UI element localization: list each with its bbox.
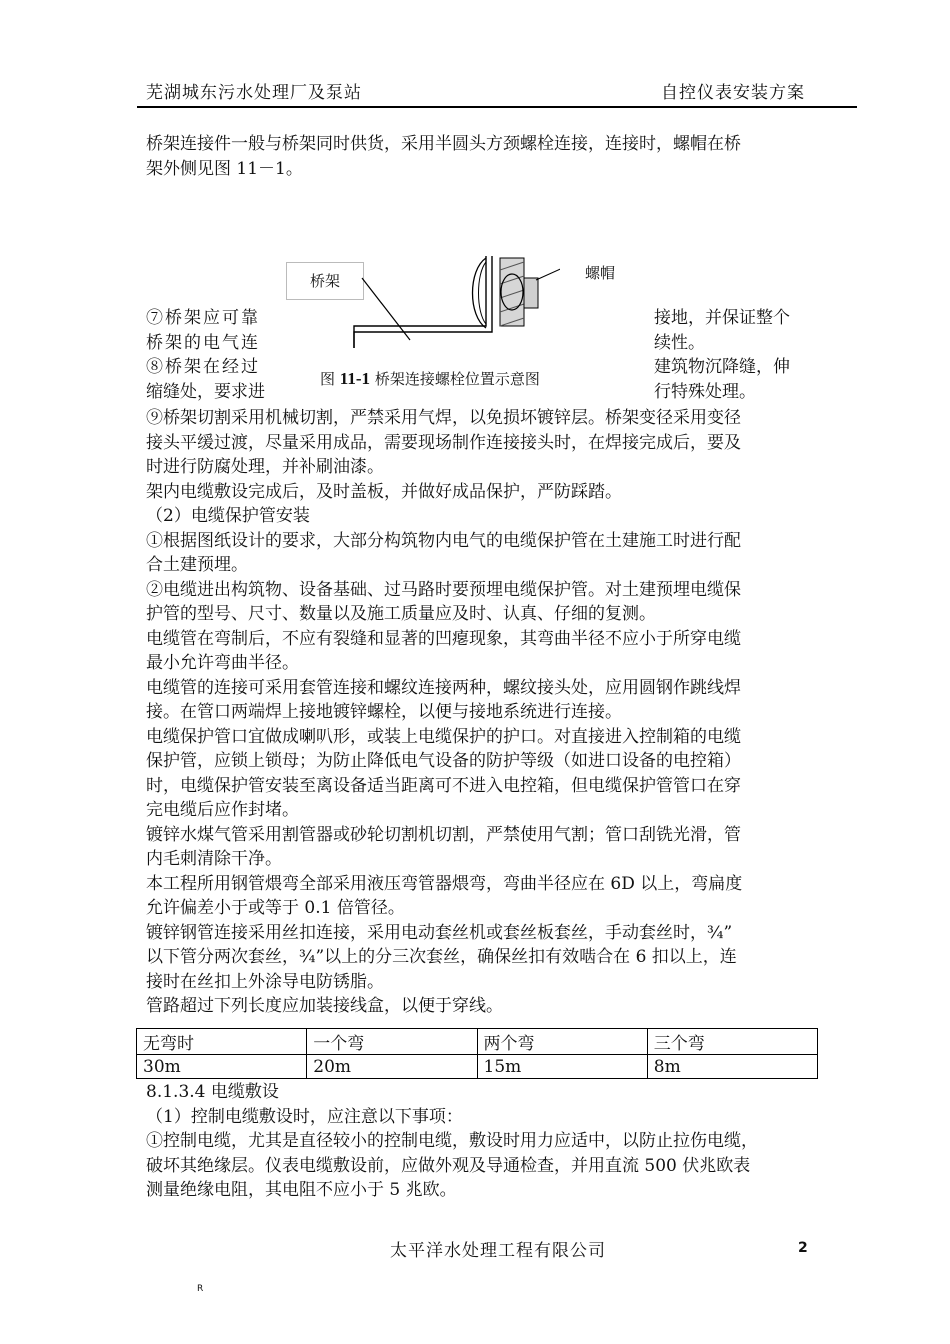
text-line: 续性。 [654, 332, 705, 353]
intro-paragraph [146, 132, 810, 181]
table-cell: 两个弯 [477, 1029, 647, 1055]
tray-bolt-diagram [340, 240, 560, 360]
text-line: 建筑物沉降缝，伸 [654, 357, 790, 377]
caption-prefix: 图 [320, 370, 336, 388]
text-line: 架外侧见图 11－1。 [146, 158, 303, 179]
page-number: 2 [798, 1240, 808, 1256]
header-project-name: 芜湖城东污水处理厂及泵站 [146, 83, 362, 103]
text-line: 电缆管在弯制后，不应有裂缝和显著的凹瘪现象，其弯曲半径不应小于所穿电缆 [146, 628, 741, 649]
text-line: 完电缆后应作封堵。 [146, 800, 299, 820]
text-line: 护管的型号、尺寸、数量以及施工质量应及时、认真、仔细的复测。 [146, 604, 656, 624]
caption-text: 桥架连接螺栓位置示意图 [374, 370, 540, 388]
text-line: ①控制电缆，尤其是直径较小的控制电缆，敷设时用力应适中，以防止拉伤电缆， [146, 1131, 758, 1151]
text-line: 接。在管口两端焊上接地镀锌螺栓，以便与接地系统进行连接。 [146, 702, 622, 722]
figure-nut-label: 螺帽 [585, 264, 616, 282]
text-line: 行特殊处理。 [654, 381, 756, 402]
text-line: 电缆管的连接可采用套管连接和螺纹连接两种，螺纹接头处，应用圆钢作跳线焊 [146, 677, 741, 698]
text-line: ⑧桥架在经过 [146, 357, 260, 377]
table-cell: 一个弯 [307, 1029, 477, 1055]
text-line: 电缆保护管口宜做成喇叭形，或装上电缆保护的护口。对直接进入控制箱的电缆 [146, 726, 741, 747]
text-line: 破坏其绝缘层。仪表电缆敷设前，应做外观及导通检查，并用直流 500 伏兆欧表 [146, 1155, 751, 1176]
body-text [146, 406, 810, 1019]
text-line: （2）电缆保护管安装 [146, 506, 310, 526]
table-cell: 8m [647, 1055, 817, 1079]
text-line: 缩缝处，要求进 [146, 381, 265, 402]
text-line: 时进行防腐处理，并补刷油漆。 [146, 457, 384, 477]
text-line: 镀锌钢管连接采用丝扣连接，采用电动套丝机或套丝板套丝，手动套丝时，¾” [146, 922, 733, 943]
header-document-title: 自控仪表安装方案 [661, 83, 805, 103]
text-line: ②电缆进出构筑物、设备基础、过马路时要预埋电缆保护管。对土建预埋电缆保 [146, 579, 741, 600]
figure-tray-label-box: 桥架 [286, 262, 364, 300]
caption-number: 11-1 [339, 369, 371, 388]
wrap-left-text [146, 306, 272, 404]
table-row [137, 1055, 818, 1079]
text-line: 时，电缆保护管安装至离设备适当距离可不进入电控箱，但电缆保护管管口在穿 [146, 775, 741, 796]
text-line: ①根据图纸设计的要求，大部分构筑物内电气的电缆保护管在土建施工时进行配 [146, 530, 741, 551]
footer-mark: R [197, 1284, 204, 1294]
table-header-row [137, 1029, 818, 1055]
header-rule [137, 106, 857, 108]
table-cell: 30m [137, 1055, 307, 1079]
junction-box-length-table [136, 1028, 818, 1079]
text-line: 测量绝缘电阻，其电阻不应小于 5 兆欧。 [146, 1180, 457, 1200]
text-line: 桥架连接件一般与桥架同时供货，采用半圆头方颈螺栓连接，连接时，螺帽在桥 [146, 134, 741, 154]
footer-company: 太平洋水处理工程有限公司 [390, 1241, 606, 1261]
text-line: 内毛刺清除干净。 [146, 849, 282, 869]
text-line: 合土建预埋。 [146, 555, 248, 575]
text-line: 镀锌水煤气管采用割管器或砂轮切割机切割，严禁使用气割；管口刮铣光滑，管 [146, 824, 741, 845]
text-line: 管路超过下列长度应加装接线盒，以便于穿线。 [146, 996, 503, 1016]
table-cell: 15m [477, 1055, 647, 1079]
table-cell: 20m [307, 1055, 477, 1079]
text-line: 最小允许弯曲半径。 [146, 653, 299, 673]
text-line: 架内电缆敷设完成后，及时盖板，并做好成品保护，严防踩踏。 [146, 481, 622, 502]
text-line: 保护管，应锁上锁母；为防止降低电气设备的防护等级（如进口设备的电控箱） [146, 751, 741, 771]
section-cable-laying [146, 1080, 810, 1203]
text-line: 接时在丝扣上外涂导电防锈脂。 [146, 971, 384, 992]
text-line: （1）控制电缆敷设时，应注意以下事项： [146, 1106, 463, 1127]
table-cell: 三个弯 [647, 1029, 817, 1055]
table-cell: 无弯时 [137, 1029, 307, 1055]
text-line: 以下管分两次套丝，¾”以上的分三次套丝，确保丝扣有效啮合在 6 扣以上，连 [146, 947, 737, 967]
text-line: 接头平缓过渡，尽量采用成品，需要现场制作连接接头时，在焊接完成后，要及 [146, 432, 741, 453]
text-line: 允许偏差小于或等于 0.1 倍管径。 [146, 898, 405, 918]
section-heading: 8.1.3.4 电缆敷设 [146, 1082, 279, 1102]
wrap-right-text [654, 306, 810, 404]
text-line: 本工程所用钢管煨弯全部采用液压弯管器煨弯，弯曲半径应在 6D 以上，弯扁度 [146, 873, 743, 894]
text-line: 桥架的电气连 [146, 332, 260, 353]
text-line: ⑦桥架应可靠 [146, 308, 260, 328]
figure-caption [320, 368, 540, 389]
text-line: 接地，并保证整个 [654, 308, 790, 328]
text-line: ⑨桥架切割采用机械切割，严禁采用气焊，以免损坏镀锌层。桥架变径采用变径 [146, 408, 741, 428]
